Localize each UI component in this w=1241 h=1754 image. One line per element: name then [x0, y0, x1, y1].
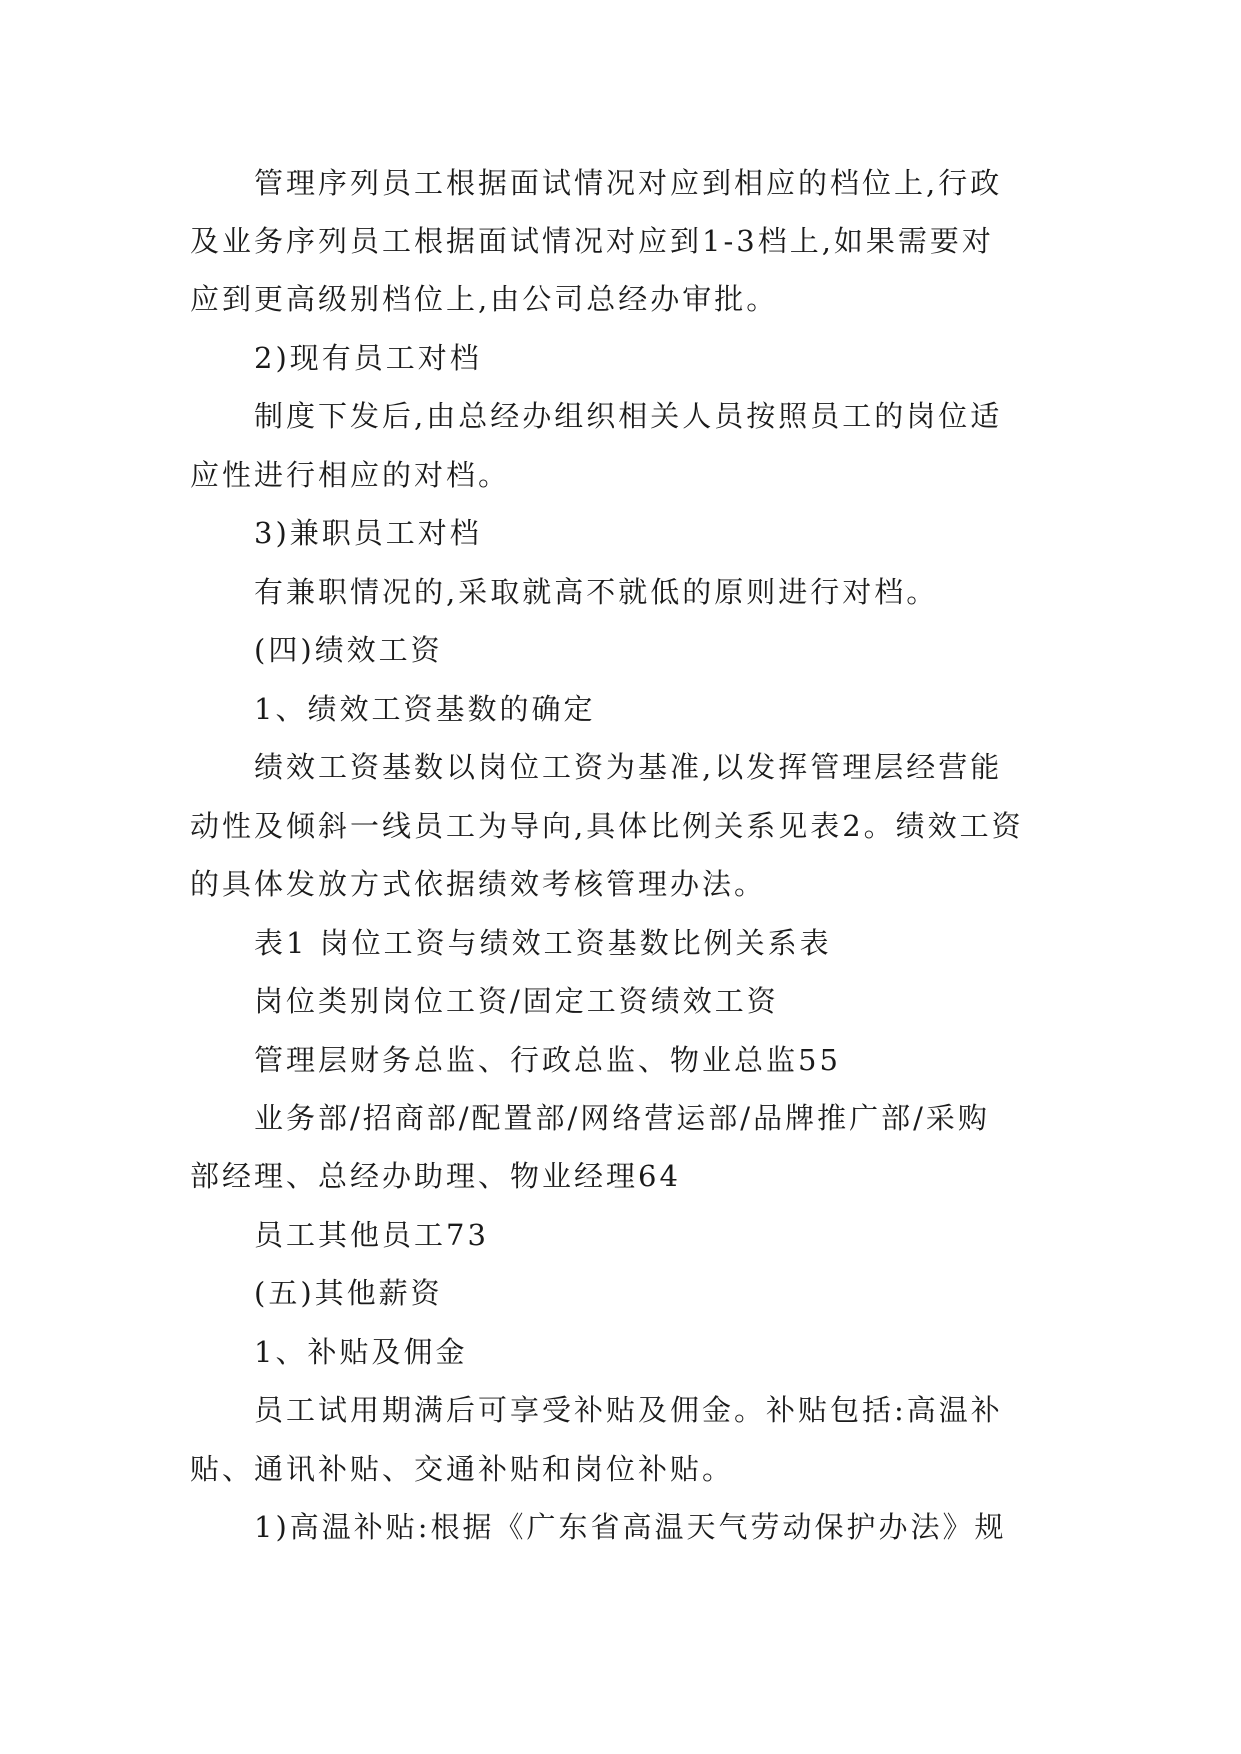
text-line: 贴、通讯补贴、交通补贴和岗位补贴。 — [190, 1452, 735, 1486]
text-line: 员工试用期满后可享受补贴及佣金。补贴包括:高温补 — [190, 1393, 1003, 1427]
table-row-line: 业务部/招商部/配置部/网络营运部/品牌推广部/采购 — [190, 1101, 990, 1135]
section-heading: (五)其他薪资 — [190, 1276, 443, 1310]
text-line: 应到更高级别档位上,由公司总经办审批。 — [190, 282, 779, 316]
text-line: 的具体发放方式依据绩效考核管理办法。 — [190, 867, 767, 901]
table-row-line: 员工其他员工73 — [190, 1218, 489, 1252]
text-line: 有兼职情况的,采取就高不就低的原则进行对档。 — [190, 575, 939, 609]
text-line: 绩效工资基数以岗位工资为基准,以发挥管理层经营能 — [190, 750, 1003, 784]
table-caption: 表1 岗位工资与绩效工资基数比例关系表 — [190, 926, 832, 960]
section-heading: 3)兼职员工对档 — [190, 516, 482, 550]
section-heading: 1、补贴及佣金 — [190, 1335, 468, 1369]
text-line: 制度下发后,由总经办组织相关人员按照员工的岗位适 — [190, 399, 1003, 433]
text-line: 动性及倾斜一线员工为导向,具体比例关系见表2。绩效工资 — [190, 809, 1024, 843]
table-header-line: 岗位类别岗位工资/固定工资绩效工资 — [190, 984, 779, 1018]
text-line: 1)高温补贴:根据《广东省高温天气劳动保护办法》规 — [190, 1510, 1007, 1544]
table-row-line: 管理层财务总监、行政总监、物业总监55 — [190, 1043, 841, 1077]
section-heading: (四)绩效工资 — [190, 633, 443, 667]
text-line: 管理序列员工根据面试情况对应到相应的档位上,行政 — [190, 166, 1003, 200]
section-heading: 1、绩效工资基数的确定 — [190, 692, 596, 726]
section-heading: 2)现有员工对档 — [190, 341, 482, 375]
text-line: 及业务序列员工根据面试情况对应到1-3档上,如果需要对 — [190, 224, 994, 258]
text-line: 应性进行相应的对档。 — [190, 458, 511, 492]
table-row-line: 部经理、总经办助理、物业经理64 — [190, 1159, 681, 1193]
